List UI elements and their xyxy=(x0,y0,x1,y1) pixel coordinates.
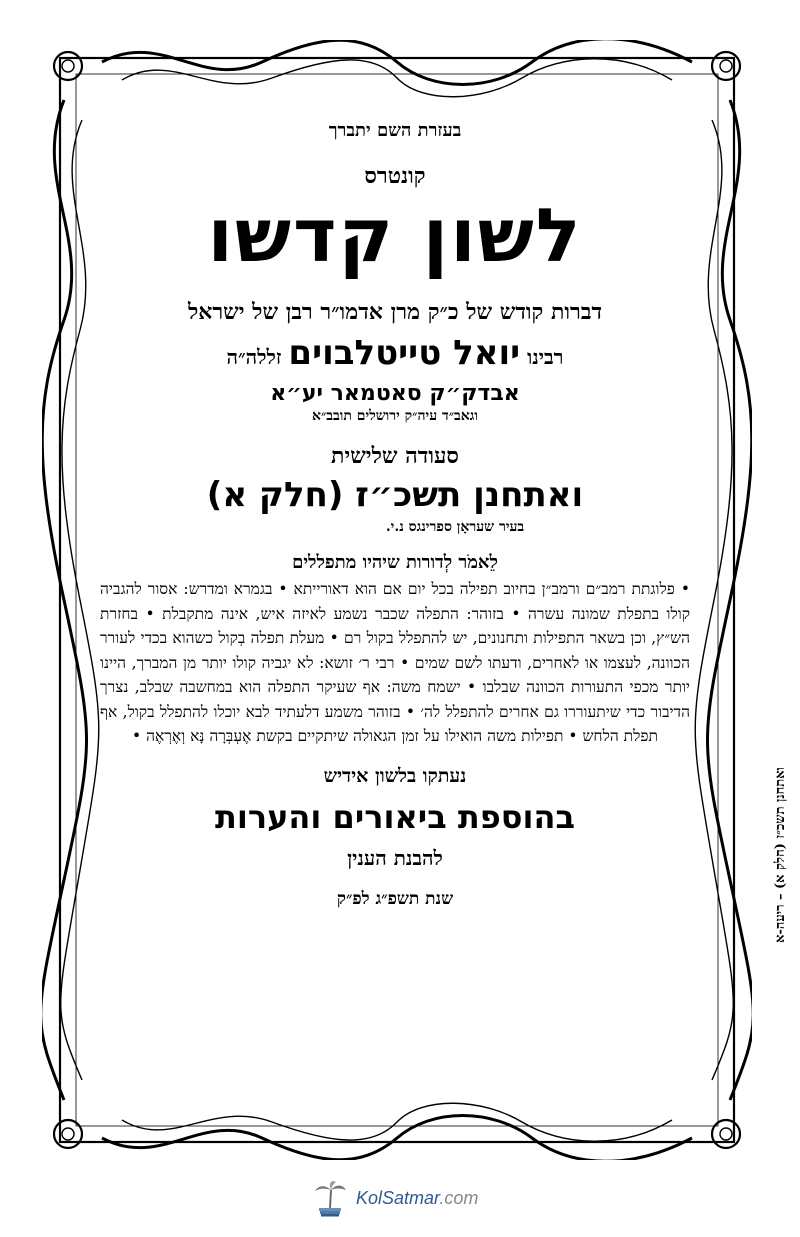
place-line: בעיר שעראָן ספרינגס נ.י. xyxy=(385,519,525,535)
palm-tree-books-icon xyxy=(310,1178,350,1218)
subtitle: דברות קודש של כ״ק מרן אדמו״ר רבן של ישראל xyxy=(187,299,603,325)
main-title: לשון קדשו xyxy=(207,193,583,279)
brand-name: KolSatmar xyxy=(356,1187,440,1208)
blessing: בעזרת השם יתברך xyxy=(328,120,462,141)
side-label: ואתחנן תשכ״ז (חלק א) – ריעה-א xyxy=(773,767,788,943)
understand-line: להבנת הענין xyxy=(347,845,443,870)
addition-title: בהוספת ביאורים והערות xyxy=(215,797,575,836)
summary-text: • פלוגתת רמב״ם ורמב״ן בחיוב תפילה בכל יום אם הוא דאורייתא • בגמרא ומדרש: אסור להגביה קולו בתפלת שמונה עשרה • בזוהר: התפלה שכבר נשמע לאיזה איש, אינה מתקבלת • בחזרת הש״ץ, וכן בשאר התפילות ותחנונים, יש להתפלל בקול רם • מעלת תפלה בְקול כשהוא בכדי לעורר הכוונה, לעצמו או לאחרים, ודעתו לשם שמים • רבי ר׳ זושא: לא יגביה קולו יותר מן המברך, היינו יותר מכפי התעורות הכוונה שבלבו • ישמח משה: אף שעיקר התפלה הוא במחשבה שבלב, נצרך הדיבור כדי שיתעוררו גם אחרים להתפלל לה׳ • בזוהר משמע דלעתיד לבא יוכלו להתפלל בקול, אף תפלת הלחש • תפילות משה הואילו על זמן הגאולה שיתקיים בקשת אֶעְבְּרָה נָּא וְאֶרְאֶה • xyxy=(100,580,690,745)
translated-line: נעתקו בלשון אידיש xyxy=(323,764,467,787)
veav-line: וגאב״ד עיה״ק ירושלים תובב״א xyxy=(312,408,478,424)
kuntres-label: קונטרס xyxy=(364,163,426,189)
brand-domain: .com xyxy=(439,1187,479,1208)
rabbi-prefix: רבינו xyxy=(527,345,564,369)
kolsatmar-brand[interactable] xyxy=(310,1178,478,1218)
seuda-label: סעודה שלישית xyxy=(331,443,459,469)
av-beit-din: אבדק״ק סאטמאר יע״א xyxy=(270,381,520,406)
summary-heading: לֵאמֹר לְדורות שיהיו מתפללים xyxy=(292,552,498,573)
rabbi-line xyxy=(95,333,695,373)
rabbi-suffix: זללה״ה xyxy=(226,345,282,369)
parsha-title: ואתחנן תשכ״ז (חלק א) xyxy=(206,475,584,515)
rabbi-name: יואל טייטלבוים xyxy=(288,333,521,373)
year-line: שנת תשפ״ג לפ״ק xyxy=(336,888,454,909)
title-page xyxy=(95,112,695,909)
brand-text xyxy=(356,1188,478,1209)
